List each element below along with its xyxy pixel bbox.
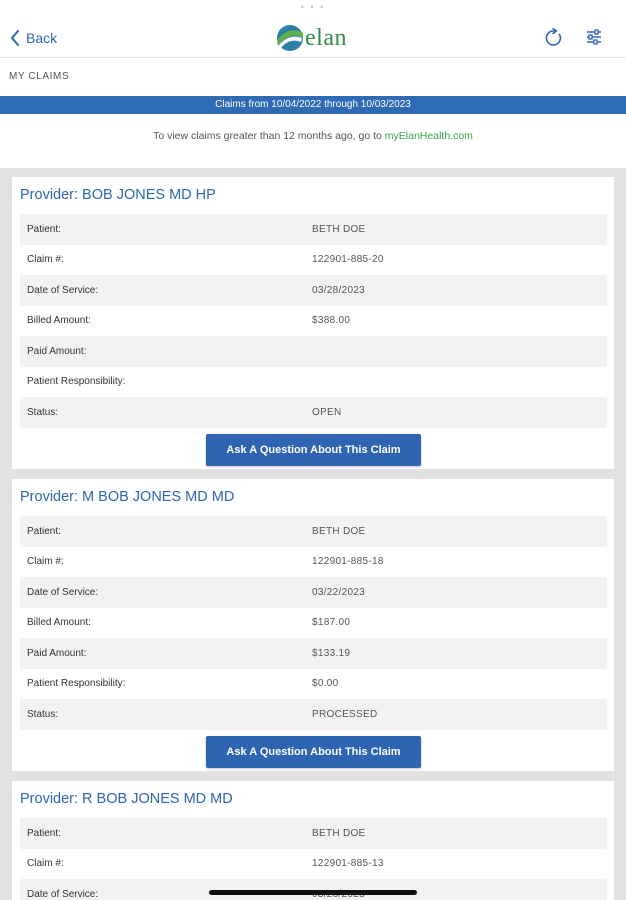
row-label: Billed Amount: [27,617,91,629]
row-label: Patient: [27,827,61,839]
sliders-icon [585,28,603,46]
row-label: Patient: [27,223,61,235]
row-value: 122901-885-20 [312,254,384,266]
row-value: $388.00 [312,315,351,327]
row-label: Status: [27,406,59,418]
home-indicator[interactable] [209,890,417,895]
page-title: MY CLAIMS [9,71,70,82]
claim-row-patient-responsibility [20,367,607,398]
row-label: Date of Service: [27,284,99,296]
claim-details [20,214,607,428]
claim-row-patient [20,818,607,849]
claim-row-date-of-service [20,577,607,608]
claim-row-paid-amount [20,638,607,669]
claim-details [20,818,607,900]
row-label: Claim #: [27,858,64,870]
back-label: Back [26,30,58,46]
claim-row-status [20,699,607,730]
row-value: $133.19 [312,647,351,659]
claim-row-billed-amount [20,608,607,639]
ask-question-button[interactable]: Ask A Question About This Claim [206,434,421,466]
row-value: 03/22/2023 [312,586,366,598]
claim-provider-title: Provider: R BOB JONES MD MD [20,791,233,807]
row-label: Claim #: [27,254,64,266]
claim-row-claim-number [20,547,607,578]
row-value: 122901-885-13 [312,858,384,870]
multitasking-dots-icon[interactable]: • • • [300,2,326,12]
refresh-button[interactable] [544,28,566,50]
claim-card [12,781,614,900]
row-value: BETH DOE [312,525,366,537]
refresh-icon [544,28,564,48]
row-value: OPEN [312,406,342,418]
back-button[interactable] [10,27,57,49]
claim-provider-title: Provider: M BOB JONES MD MD [20,489,235,505]
chevron-left-icon [10,30,20,46]
claim-row-paid-amount [20,336,607,367]
row-value: 03/28/2023 [312,284,366,296]
row-label: Billed Amount: [27,315,91,327]
claim-row-claim-number [20,849,607,880]
row-value: $187.00 [312,617,351,629]
elan-health-link[interactable]: myElanHealth.com [384,130,473,142]
row-label: Paid Amount: [27,345,87,357]
older-claims-notice [0,114,626,168]
row-value: PROCESSED [312,708,378,720]
claim-row-status [20,397,607,428]
elan-logo-text: elan [305,25,347,51]
claim-row-patient [20,214,607,245]
row-value: BETH DOE [312,223,366,235]
row-label: Patient Responsibility: [27,678,126,690]
row-value: 122901-885-18 [312,556,384,568]
row-label: Patient Responsibility: [27,376,126,388]
row-label: Status: [27,708,59,720]
row-label: Claim #: [27,556,64,568]
claim-row-date-of-service [20,275,607,306]
claim-card [12,177,614,469]
claim-details [20,516,607,730]
row-label: Paid Amount: [27,647,87,659]
top-navigation-bar [0,0,626,58]
claim-row-billed-amount [20,306,607,337]
row-label: Date of Service: [27,888,99,900]
elan-logo [276,22,347,54]
row-label: Patient: [27,525,61,537]
claim-row-patient-responsibility [20,669,607,700]
claim-row-patient [20,516,607,547]
row-label: Date of Service: [27,586,99,598]
filter-button[interactable] [585,28,607,50]
claims-date-range-banner: Claims from 10/04/2022 through 10/03/2023 [0,96,626,114]
claim-row-claim-number [20,245,607,276]
ask-question-button[interactable]: Ask A Question About This Claim [206,736,421,768]
row-value: BETH DOE [312,827,366,839]
notice-text: To view claims greater than 12 months ago, go to [153,130,385,142]
claim-provider-title: Provider: BOB JONES MD HP [20,187,216,203]
claims-list[interactable] [0,168,626,900]
claim-card [12,479,614,771]
elan-globe-icon [276,24,304,52]
row-value: $0.00 [312,678,339,690]
